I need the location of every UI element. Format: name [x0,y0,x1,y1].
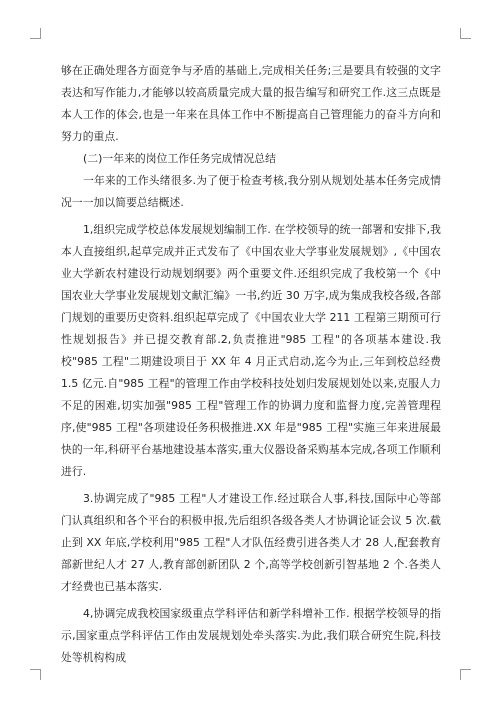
paragraph-continuation: 够在正确处理各方面竞争与矛盾的基础上,完成相关任务;三是要具有较强的文字表达和写作能力,才能够以较高质量完成大量的报告编写和研究工作.这三点既是本人工作的体会,也是一年来在具体工作中不断提高自己管理能力的奋斗方向和努力的重点. [61,64,441,143]
paragraph-item-1-2: 1,组织完成学校总体发展规划编制工作. 在学校领导的统一部署和安排下,我本人直接组织,起草完成并正式发布了《中国农业大学事业发展规划》,《中国农业大学新农村建设行动规划纲要》两个重要文件.还组织完成了我校第一个《中国农业大学事业发展规划文献汇编》一书,约近 30 万字,成为集成我校各级,各部门规划的重要历史资料.组织起草完成了《中国农业大学 211 工程第三期预可行性规划报告》并已提交教育部.2,负责推进"985 工程"的各项基本建设.我校"985 工程"二期建设项目于 XX 年 4 月正式启动,迄今为止,三年到校总经费 1.5 亿元.自"985 工程"的管理工作由学校科技处划归发展规划处以来,克服人力不足的困难,切实加强"985 工程"管理工作的协调力度和监督力度,完善管理程序,使"985 工程"各项建设任务积极推进.XX 年是"985 工程"实施三年来进展最快的一年,科研平台基地建设基本落实,重大仪器设备采购基本完成,各项工作顺利进行. [61,223,441,478]
paragraph-intro: 一年来的工作头绪很多.为了便于检查考核,我分别从规划处基本任务完成情况一一加以简要总结概述. [61,174,441,209]
document-body [61,60,441,669]
crop-mark-bottom-right [460,669,471,680]
crop-mark-top-left [30,28,41,39]
crop-mark-top-right [460,28,471,39]
section-heading: (二)一年来的岗位工作任务完成情况总结 [83,152,276,165]
crop-mark-bottom-left [30,669,41,680]
paragraph-item-4: 4,协调完成我校国家级重点学科评估和新学科增补工作. 根据学校领导的指示,国家重点学科评估工作由发展规划处牵头落实.为此,我们联合研究生院,科技处等机构构成 [61,607,441,664]
paragraph-item-3: 3.协调完成了"985 工程"人才建设工作.经过联合人事,科技,国际中心等部门认真组织和各个平台的积极申报,先后组织各级各类人才协调论证会议 5 次.截止到 XX 年底,学校利用"985 工程"人才队伍经费引进各类人才 28 人,配套教育部新世纪人才 27 人,教育部创新团队 2 个,高等学校创新引智基地 2 个.各类人才经费也已基本落实. [61,492,441,593]
